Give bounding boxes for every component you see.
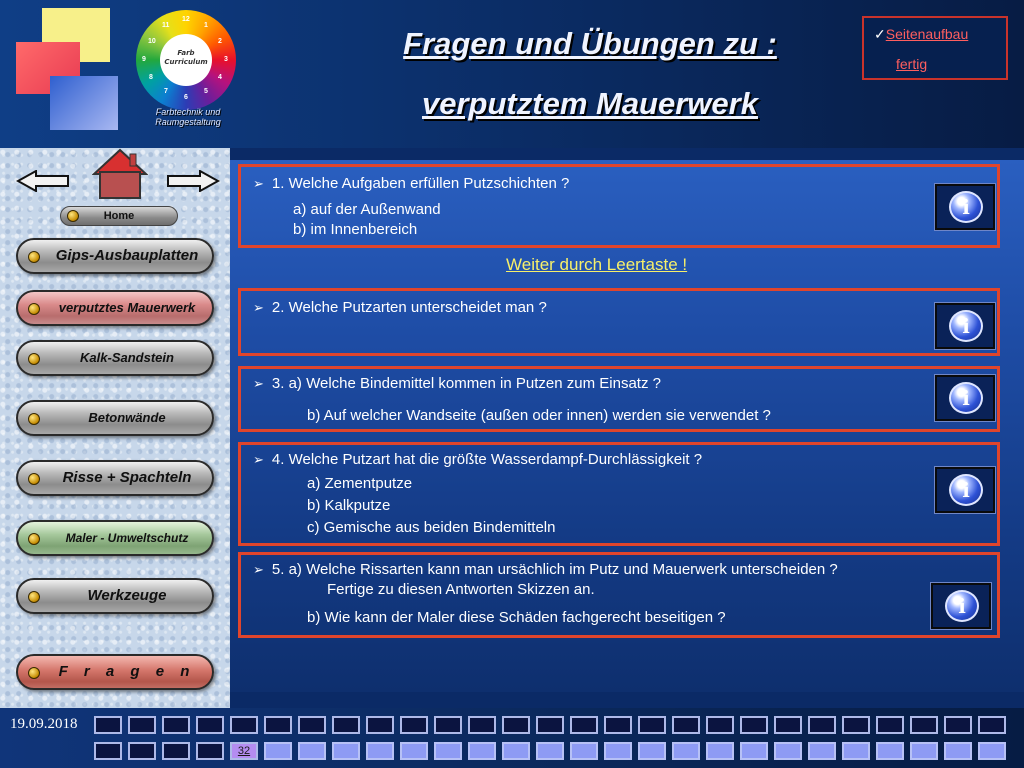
page-title: Fragen und Übungen zu : (403, 26, 777, 61)
info-button[interactable] (935, 375, 995, 421)
brand-tagline-line: Farbtechnik und (155, 107, 221, 117)
arrow-bullet-icon: ➢ (253, 562, 264, 577)
sidebar-item-betonwaende[interactable] (16, 400, 214, 436)
info-button[interactable] (931, 583, 991, 629)
question-line (253, 175, 569, 192)
check-icon: ✓ (874, 26, 886, 42)
info-icon: i (949, 191, 983, 223)
sidebar-item-label: Gips-Ausbauplatten (55, 247, 199, 264)
slide-nav-slot[interactable] (400, 742, 428, 760)
question-box-3 (238, 366, 1000, 432)
answer-line: b) Wie kann der Maler diese Schäden fachgerecht beseitigen ? (307, 609, 726, 626)
home-button[interactable] (60, 206, 178, 226)
slide-nav-slot[interactable] (978, 716, 1006, 734)
wheel-number: 11 (162, 22, 170, 29)
sidebar-item-fragen[interactable] (16, 654, 214, 690)
slide-nav-slot[interactable] (536, 716, 564, 734)
slide-nav-slot[interactable] (978, 742, 1006, 760)
status-line[interactable] (874, 26, 968, 43)
slide-nav-slot[interactable] (638, 742, 666, 760)
slide-nav-slot[interactable] (774, 742, 802, 760)
info-icon: i (949, 310, 983, 342)
slide-nav-slot[interactable] (638, 716, 666, 734)
question-box-1 (238, 164, 1000, 248)
brand-tagline-line: Raumgestaltung (155, 117, 221, 127)
home-button-label: Home (103, 210, 135, 222)
slide-nav-slot[interactable] (298, 716, 326, 734)
info-button[interactable] (935, 184, 995, 230)
slide-nav-slot[interactable] (740, 742, 768, 760)
sidebar-item-label: Kalk-Sandstein (80, 350, 174, 365)
wheel-number: 12 (182, 16, 190, 23)
continue-hint: Weiter durch Leertaste ! (506, 255, 688, 274)
question-box-4 (238, 442, 1000, 546)
status-label: Seitenaufbau (885, 26, 969, 42)
back-arrow-icon[interactable] (16, 170, 70, 192)
sidebar-item-label: Risse + Spachteln (62, 469, 192, 486)
sidebar-item-gips-ausbauplatten[interactable] (16, 238, 214, 274)
wheel-number: 1 (204, 22, 208, 29)
wheel-number: 4 (218, 74, 222, 81)
slide-nav-slot[interactable] (468, 742, 496, 760)
slide-nav-slot[interactable] (944, 742, 972, 760)
sidebar-item-label: F r a g e n (58, 663, 196, 680)
question-text: 2. Welche Putzarten unterscheidet man ? (271, 299, 547, 316)
info-button[interactable] (935, 467, 995, 513)
slide-nav-slot[interactable] (774, 716, 802, 734)
slide-nav-slot[interactable] (366, 742, 394, 760)
slide-nav-slot[interactable] (128, 742, 156, 760)
info-button[interactable] (935, 303, 995, 349)
decor-square-blue (50, 76, 118, 130)
brand-tagline (140, 107, 236, 127)
color-wheel-logo (136, 10, 236, 110)
slide-nav-slot[interactable] (468, 716, 496, 734)
bullet-dot-icon (28, 591, 40, 603)
wheel-number: 6 (184, 94, 188, 101)
question-box-5 (238, 552, 1000, 638)
wheel-number: 3 (224, 56, 228, 63)
arrow-bullet-icon: ➢ (253, 376, 264, 391)
logo-text: Farb Curriculum (160, 34, 212, 86)
header (0, 0, 1024, 148)
slide-nav-slot[interactable] (332, 742, 360, 760)
slide-nav-slot[interactable] (502, 742, 530, 760)
bullet-dot-icon (28, 667, 40, 679)
answer-line: Fertige zu diesen Antworten Skizzen an. (327, 581, 595, 598)
slide-nav-slot[interactable] (434, 742, 462, 760)
answer-line: b) Auf welcher Wandseite (außen oder innen) werden sie verwendet ? (307, 407, 771, 424)
wheel-number: 10 (148, 38, 156, 45)
slide-nav-slot[interactable] (94, 716, 122, 734)
slide-nav-slot[interactable] (842, 742, 870, 760)
wheel-number: 5 (204, 88, 208, 95)
wheel-number: 8 (149, 74, 153, 81)
wheel-number: 2 (218, 38, 222, 45)
date-label: 19.09.2018 (10, 716, 78, 732)
slide-nav-slot[interactable] (298, 742, 326, 760)
arrow-bullet-icon: ➢ (253, 176, 264, 191)
arrow-bullet-icon: ➢ (253, 300, 264, 315)
slide-nav-slot[interactable] (808, 716, 836, 734)
slide-nav-slot[interactable] (94, 742, 122, 760)
bullet-dot-icon (28, 251, 40, 263)
slide-nav-slot[interactable] (162, 742, 190, 760)
sidebar-item-label: Maler - Umweltschutz (65, 531, 189, 545)
page-status-box (862, 16, 1008, 80)
slide-nav-slot[interactable] (672, 716, 700, 734)
current-slide-slot[interactable]: 32 (230, 742, 258, 760)
sidebar-item-kalk-sandstein[interactable] (16, 340, 214, 376)
question-text: 3. a) Welche Bindemittel kommen in Putzen zum Einsatz ? (271, 375, 661, 392)
slide-nav-slot[interactable] (706, 742, 734, 760)
slide-nav-slot[interactable] (128, 716, 156, 734)
page-subtitle: verputztem Mauerwerk (422, 86, 758, 121)
slide-nav-slot[interactable] (672, 742, 700, 760)
bullet-dot-icon (28, 303, 40, 315)
sidebar-item-risse-spachteln[interactable] (16, 460, 214, 496)
slide-nav-slot[interactable] (264, 742, 292, 760)
info-icon: i (945, 590, 979, 622)
sidebar-item-label: Werkzeuge (87, 587, 167, 604)
arrow-bullet-icon: ➢ (253, 452, 264, 467)
question-text: 5. a) Welche Rissarten kann man ursächlich im Putz und Mauerwerk unterscheiden ? (271, 561, 838, 578)
slide-nav-slot[interactable] (162, 716, 190, 734)
slide-nav-slot[interactable] (740, 716, 768, 734)
sidebar-item-label: Betonwände (88, 410, 166, 425)
slide-nav-slot[interactable] (808, 742, 836, 760)
slide-nav-slot[interactable] (604, 716, 632, 734)
slide-nav-slot[interactable] (196, 716, 224, 734)
slide-nav-slot[interactable] (910, 716, 938, 734)
slide-nav-slot[interactable] (706, 716, 734, 734)
home-house-icon[interactable] (92, 148, 148, 200)
answer-line: a) Zementputze (307, 475, 413, 492)
info-icon: i (949, 474, 983, 506)
slide-nav-slot[interactable] (570, 716, 598, 734)
bullet-dot-icon (28, 473, 40, 485)
question-line (253, 451, 702, 468)
slide-nav-slot[interactable] (400, 716, 428, 734)
question-text: 4. Welche Putzart hat die größte Wasserdampf-Durchlässigkeit ? (271, 451, 703, 468)
slide-nav-slot[interactable] (876, 716, 904, 734)
slide-nav-slot[interactable] (842, 716, 870, 734)
question-line (253, 299, 547, 316)
slide-nav-slot[interactable] (230, 716, 258, 734)
answer-line: b) im Innenbereich (293, 221, 418, 238)
slide-nav-slot[interactable] (876, 742, 904, 760)
sidebar-item-verputztes-mauerwerk[interactable] (16, 290, 214, 326)
slide-nav-slot[interactable] (536, 742, 564, 760)
slide-nav-slot[interactable] (264, 716, 292, 734)
slide-nav-slot[interactable] (366, 716, 394, 734)
info-icon: i (949, 382, 983, 414)
answer-line: b) Kalkputze (307, 497, 391, 514)
slide-nav-slot[interactable] (604, 742, 632, 760)
forward-arrow-icon[interactable] (166, 170, 220, 192)
slide-nav-slot[interactable] (332, 716, 360, 734)
question-line (253, 561, 838, 578)
slide-nav-slot[interactable] (570, 742, 598, 760)
bullet-dot-icon (67, 210, 79, 222)
slide-nav-slot[interactable] (502, 716, 530, 734)
wheel-number: 9 (142, 56, 146, 63)
slide-nav-slot[interactable] (944, 716, 972, 734)
sidebar-item-label: verputztes Mauerwerk (58, 300, 196, 315)
question-text: 1. Welche Aufgaben erfüllen Putzschichten ? (271, 175, 570, 192)
status-link-fertig[interactable]: fertig (896, 56, 928, 72)
bullet-dot-icon (28, 533, 40, 545)
sidebar (0, 148, 230, 708)
slide-nav-slot[interactable] (910, 742, 938, 760)
slide-nav-slot[interactable] (434, 716, 462, 734)
answer-line: c) Gemische aus beiden Bindemitteln (307, 519, 556, 536)
wheel-number: 7 (164, 88, 168, 95)
footer (0, 708, 1024, 768)
main-content (230, 160, 1024, 692)
slide-nav-slot[interactable] (196, 742, 224, 760)
sidebar-item-werkzeuge[interactable] (16, 578, 214, 614)
question-line (253, 375, 661, 392)
answer-line: a) auf der Außenwand (293, 201, 441, 218)
sidebar-item-maler-umweltschutz[interactable] (16, 520, 214, 556)
bullet-dot-icon (28, 353, 40, 365)
bullet-dot-icon (28, 413, 40, 425)
question-box-2 (238, 288, 1000, 356)
